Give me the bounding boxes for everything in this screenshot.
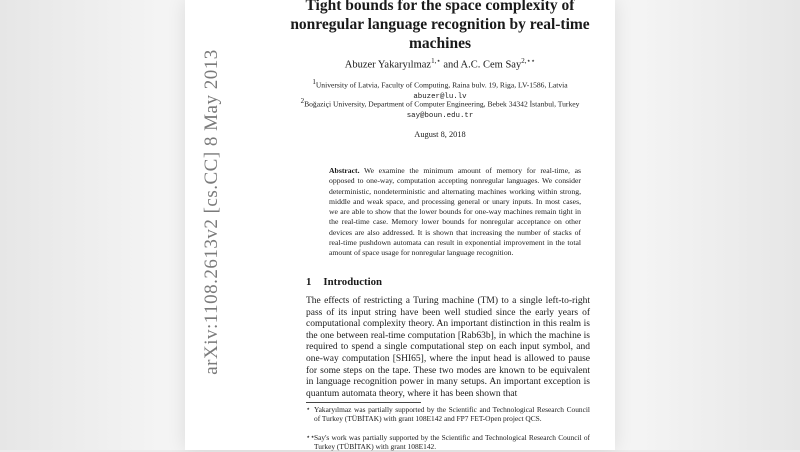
intro-paragraph: The effects of restricting a Turing machine (TM) to a single left-to-right pass of its input string have been well studied since the early years of computational complexity theory. An important distinction in this realm is the one between real-time computation [Rab63b], in which the machine is required to spend a single computational step on each input symbol, and one-way computation [SHI65], where the input head is allowed to pause for some steps on the tape. These two modes are known to be equivalent in language recognition power in many setups. An important exception is quantum automata theory, where it has been shown that	[306, 296, 590, 399]
arxiv-identifier: arXiv:1108.2613v2 [cs.CC] 8 May 2013	[201, 49, 222, 375]
section-number: 1	[306, 276, 312, 288]
author-marks-2: 2,⋆⋆	[521, 57, 536, 65]
author-connector: and	[443, 59, 459, 71]
affiliation-text-2: Boğaziçi University, Department of Computer Engineering, Bebek 34342 İstanbul, Turkey	[304, 99, 580, 109]
abstract	[329, 166, 581, 259]
author-name-2: A.C. Cem Say	[460, 59, 522, 71]
footnote-1	[306, 405, 590, 424]
footnote-text-1: Yakaryılmaz was partially supported by the Scientific and Technological Research Council of Turkey (TÜBİTAK) with grant 108E142 and FP7 FET-Open project QCS.	[314, 405, 590, 424]
affiliation-2	[270, 96, 610, 122]
affiliation-number-2: 2	[300, 97, 305, 105]
section-heading	[306, 276, 382, 288]
affiliation-text-1: University of Latvia, Faculty of Computing, Raina bulv. 19, Riga, LV-1586, Latvia	[315, 80, 568, 90]
affiliation-email-1: abuzer@lu.lv	[413, 93, 467, 102]
section-title: Introduction	[323, 276, 383, 288]
author-name-1: Abuzer Yakaryılmaz	[344, 59, 432, 71]
abstract-label: Abstract.	[329, 166, 360, 175]
footnote-text-2: Say's work was partially supported by the Scientific and Technological Research Council of Turkey (TÜBİTAK) with grant 108E142.	[314, 433, 590, 452]
footnote-2	[306, 433, 590, 452]
author-line	[270, 57, 610, 71]
affiliation-number-1: 1	[312, 78, 316, 86]
paper-title: Tight bounds for the space complexity of nonregular language recognition by real-time machines	[290, 0, 590, 52]
author-marks-1: 1,⋆	[431, 57, 441, 65]
paper-date: August 8, 2018	[414, 130, 466, 139]
footnote-mark-1: ⋆	[306, 405, 311, 413]
arxiv-stamp	[197, 49, 227, 375]
abstract-text: We examine the minimum amount of memory for real-time, as opposed to one-way, computation accepting nonregular languages. We consider deterministic, nondeterministic and alternating machines working within strong, middle and weak space, and processing general or unary inputs. In most cases, we are able to show that the lower bounds for one-way machines remain tight in the real-time case. Memory lower bounds for nonregular acceptance on other devices are also addressed. It is shown that increasing the number of stacks of real-time pushdown automata can result in exponential improvement in the total amount of space usage for nonregular language recognition.	[329, 166, 581, 258]
footnote-mark-2: ⋆⋆	[306, 433, 315, 441]
footnote-divider	[306, 402, 421, 403]
affiliation-email-2: say@boun.edu.tr	[406, 112, 474, 121]
